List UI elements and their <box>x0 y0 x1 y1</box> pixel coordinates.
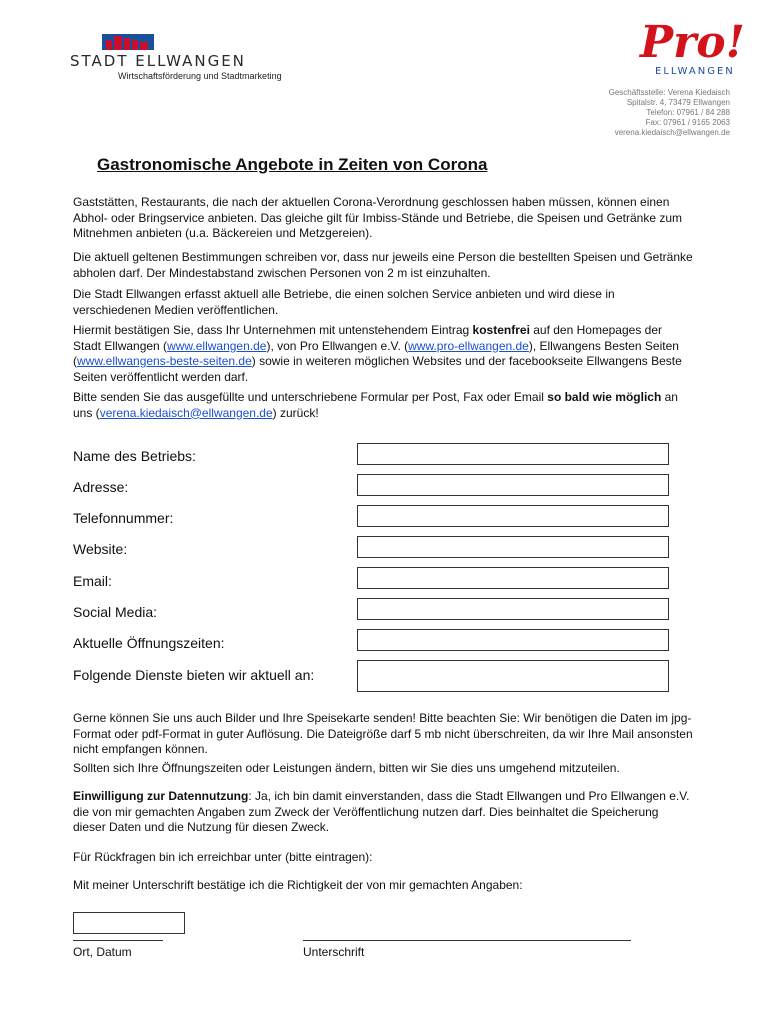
adresse-field[interactable] <box>357 474 669 496</box>
contact-block <box>609 88 730 138</box>
paragraph-consent: Hiermit bestätigen Sie, dass Ihr Unternehmen mit untenstehendem Eintrag kostenfrei auf den Homepages der Stadt Ellwangen (www.ellwangen.de), von Pro Ellwangen e.V. (www.pro-ellwangen.de), Ellwangens Besten Seiten (www.ellwangens-beste-seiten.de) sowie in weiteren möglichen Websites und der facebookseite Ellwangens Beste Seiten veröffentlicht werden darf. <box>73 323 682 384</box>
telefon-field[interactable] <box>357 505 669 527</box>
label-oeffnung: Aktuelle Öffnungszeiten: <box>73 635 225 651</box>
contact-line: Spitalstr. 4, 73479 Ellwangen <box>626 98 730 107</box>
ort-datum-label: Ort, Datum <box>73 945 132 959</box>
name-field[interactable] <box>357 443 669 465</box>
paragraph-send: Bitte senden Sie das ausgefüllte und unterschriebene Formular per Post, Fax oder Email so bald wie möglich an uns (verena.kiedaisch@ellwangen.de) zurück! <box>73 390 678 420</box>
label-email: Email: <box>73 573 112 589</box>
label-social: Social Media: <box>73 604 158 620</box>
stadt-name: STADT ELLWANGEN <box>70 52 246 70</box>
paragraph-rueckfragen: Für Rückfragen bin ich erreichbar unter (bitte eintragen): <box>73 850 373 864</box>
link-ellwangen[interactable]: www.ellwangen.de <box>167 338 267 353</box>
unterschrift-label: Unterschrift <box>303 945 365 959</box>
page-title: Gastronomische Angebote in Zeiten von Corona <box>97 155 488 174</box>
contact-line: Geschäftsstelle: Verena Kiedaisch <box>608 88 730 97</box>
paragraph-intro: Gaststätten, Restaurants, die nach der aktuellen Corona-Verordnung geschlossen haben müssen, können einen Abhol- oder Bringservice anbieten. Das gleiche gilt für Imbiss-Stände und Betriebe, die Speisen und Getränke zum Mitnehmen anbieten (u.a. Bäckereien und Metzgereien). <box>73 195 683 240</box>
label-telefon: Telefonnummer: <box>73 510 174 526</box>
link-beste-seiten[interactable]: www.ellwangens-beste-seiten.de <box>77 354 252 368</box>
pro-subtitle: ELLWANGEN <box>655 66 735 77</box>
paragraph-rules: Die aktuell geltenen Bestimmungen schreiben vor, dass nur jeweils eine Person die bestellten Speisen und Getränke abholen darf. Der Mindestabstand zwischen Personen von 2 m ist einzuhalten. <box>73 250 693 280</box>
unterschrift-line <box>303 940 631 941</box>
paragraph-erfassung: Die Stadt Ellwangen erfasst aktuell alle Betriebe, die einen solchen Service anbieten und wird diese in verschiedenen Medien veröffentlichen. <box>73 287 615 317</box>
paragraph-bilder: Gerne können Sie uns auch Bilder und Ihre Speisekarte senden! Bitte beachten Sie: Wir benötigen die Daten im jpg-Format oder pdf-Format in guter Auflösung. Die Dateigröße darf 5 mb nicht überschreiten, da wir Ihre Mail ansonsten nicht empfangen können. <box>73 711 693 756</box>
website-field[interactable] <box>357 536 669 558</box>
stadt-subtitle: Wirtschaftsförderung und Stadtmarketing <box>118 71 282 81</box>
pro-logo: Pro! <box>640 17 745 68</box>
label-dienste: Folgende Dienste bieten wir aktuell an: <box>73 667 315 683</box>
oeffnung-field[interactable] <box>357 629 669 651</box>
paragraph-datennutzung: Einwilligung zur Datennutzung: Ja, ich bin damit einverstanden, dass die Stadt Ellwangen und Pro Ellwangen e.V. die von mir gemachten Angaben zum Zweck der Veröffentlichung nutzen darf. Dies beinhaltet die Speicherung dieser Daten und die Nutzung für diesen Zweck. <box>73 789 690 834</box>
link-pro-ellwangen[interactable]: www.pro-ellwangen.de <box>408 338 529 353</box>
contact-line: verena.kiedaisch@ellwangen.de <box>614 128 730 137</box>
label-adresse: Adresse: <box>73 479 129 495</box>
paragraph-aenderungen: Sollten sich Ihre Öffnungszeiten oder Leistungen ändern, bitten wir Sie dies uns umgehend mitzuteilen. <box>73 761 620 775</box>
ort-datum-field[interactable] <box>73 912 185 934</box>
contact-line: Telefon: 07961 / 84 288 <box>646 108 730 117</box>
ort-datum-line <box>73 940 163 941</box>
social-field[interactable] <box>357 598 669 620</box>
paragraph-unterschrift: Mit meiner Unterschrift bestätige ich die Richtigkeit der von mir gemachten Angaben: <box>73 878 523 892</box>
contact-line: Fax: 07961 / 9165 2063 <box>645 118 730 127</box>
label-website: Website: <box>73 541 128 557</box>
dienste-field[interactable] <box>357 660 669 692</box>
email-field[interactable] <box>357 567 669 589</box>
label-name: Name des Betriebs: <box>73 448 196 464</box>
link-email[interactable]: verena.kiedaisch@ellwangen.de <box>99 405 273 420</box>
